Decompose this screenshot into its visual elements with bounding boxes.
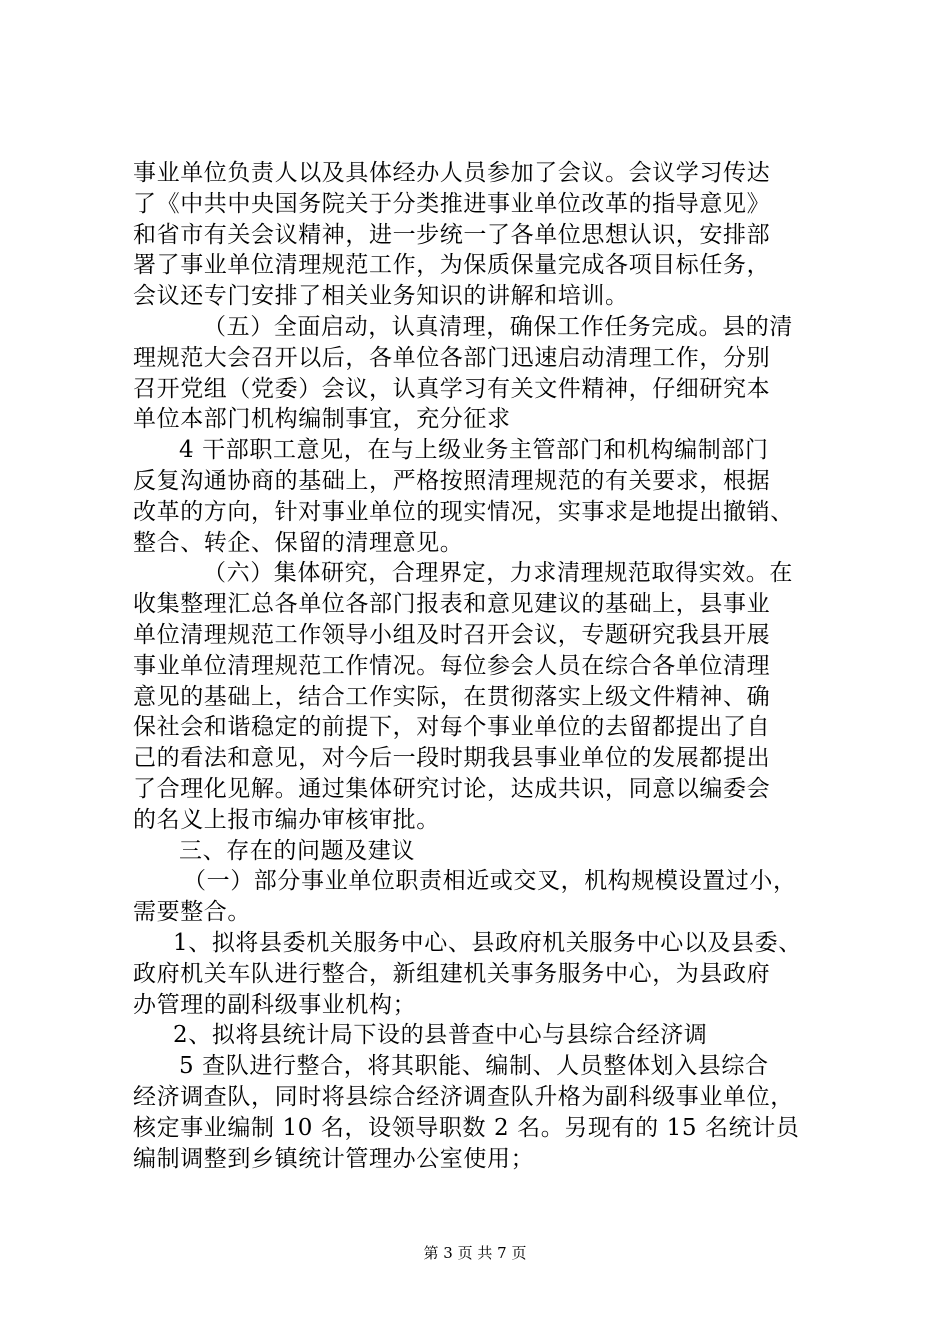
text-line: 整合、转企、保留的清理意见。 xyxy=(133,529,464,556)
section-heading-five: （五）全面启动，认真清理，确保工作任务完成。县的清 xyxy=(203,313,793,340)
document-body xyxy=(133,158,833,1174)
list-item-one: 1、拟将县委机关服务中心、县政府机关服务中心以及县委、 xyxy=(173,929,802,956)
text-line: 政府机关车队进行整合，新组建机关事务服务中心，为县政府 xyxy=(133,960,771,987)
subsection-heading-one: （一）部分事业单位职责相近或交叉，机构规模设置过小， xyxy=(183,868,797,895)
text-line: 和省市有关会议精神，进一步统一了各单位思想认识，安排部 xyxy=(133,221,771,248)
text-line: 事业单位清理规范工作情况。每位参会人员在综合各单位清理 xyxy=(133,652,771,679)
text-line: 4 干部职工意见，在与上级业务主管部门和机构编制部门 xyxy=(179,437,769,464)
text-line: 经济调查队，同时将县综合经济调查队升格为副科级事业单位， xyxy=(133,1083,794,1110)
text-line: 的名义上报市编办审核审批。 xyxy=(133,806,440,833)
text-line: 己的看法和意见，对今后一段时期我县事业单位的发展都提出 xyxy=(133,745,771,772)
text-line: 召开党组（党委）会议，认真学习有关文件精神，仔细研究本 xyxy=(133,375,771,402)
text-line: 编制调整到乡镇统计管理办公室使用； xyxy=(133,1145,535,1172)
text-line: 了合理化见解。通过集体研究讨论，达成共识，同意以编委会 xyxy=(133,775,771,802)
text-line: 办管理的副科级事业机构； xyxy=(133,991,417,1018)
text-line: 署了事业单位清理规范工作，为保质保量完成各项目标任务， xyxy=(133,252,771,279)
text-line: 改革的方向，针对事业单位的现实情况，实事求是地提出撤销、 xyxy=(133,498,794,525)
text-line: 反复沟通协商的基础上，严格按照清理规范的有关要求，根据 xyxy=(133,467,771,494)
text-line: 会议还专门安排了相关业务知识的讲解和培训。 xyxy=(133,283,629,310)
text-line: 核定事业编制 10 名，设领导职数 2 名。另现有的 15 名统计员 xyxy=(133,1114,800,1141)
text-line: 5 查队进行整合，将其职能、编制、人员整体划入县综合 xyxy=(179,1053,769,1080)
text-line: 理规范大会召开以后，各单位各部门迅速启动清理工作，分别 xyxy=(133,344,771,371)
text-line: 单位清理规范工作领导小组及时召开会议，专题研究我县开展 xyxy=(133,621,771,648)
section-heading-three: 三、存在的问题及建议 xyxy=(179,837,415,864)
list-item-two: 2、拟将县统计局下设的县普查中心与县综合经济调 xyxy=(173,1022,708,1049)
text-line: 需要整合。 xyxy=(133,899,251,926)
section-heading-six: （六）集体研究，合理界定，力求清理规范取得实效。在 xyxy=(203,560,793,587)
page-number-footer: 第 3 页 共 7 页 xyxy=(423,1244,527,1262)
text-line: 保社会和谐稳定的前提下，对每个事业单位的去留都提出了自 xyxy=(133,714,771,741)
text-line: 意见的基础上，结合工作实际，在贯彻落实上级文件精神、确 xyxy=(133,683,771,710)
text-line: 事业单位负责人以及具体经办人员参加了会议。会议学习传达 xyxy=(133,160,771,186)
text-line: 单位本部门机构编制事宜，充分征求 xyxy=(133,406,511,433)
text-line: 收集整理汇总各单位各部门报表和意见建议的基础上，县事业 xyxy=(133,591,771,618)
text-line: 了《中共中央国务院关于分类推进事业单位改革的指导意见》 xyxy=(133,190,771,217)
